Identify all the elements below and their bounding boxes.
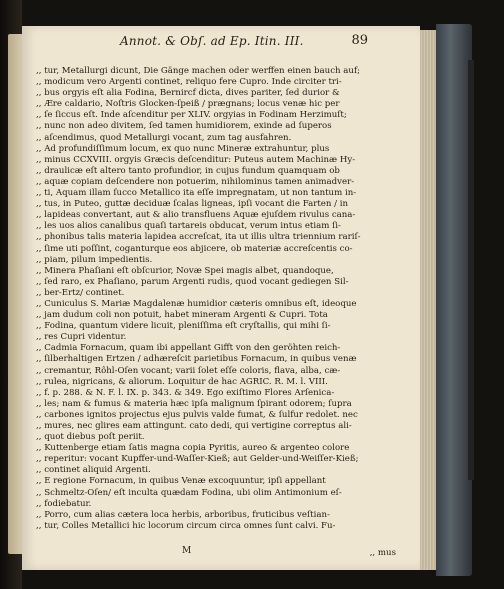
signature-mark: M	[182, 546, 192, 556]
catchword: ,, mus	[369, 548, 396, 558]
text-line: ,, ber-Ertz/ continet.	[36, 287, 125, 298]
body-text	[36, 66, 400, 532]
text-line: ,, E regione Fornacum, in quibus Venæ excoquuntur, ipſi appellant	[36, 476, 326, 487]
text-line: ,, phonibus talis materia lapidea accreſcat, ita ut illis ultra triennium rariſ-	[36, 232, 361, 243]
text-line: ,, reperitur: vocant Kupffer-und-Waſſer-Kieß; aut Gelder-und-Weiſſer-Kieß;	[36, 454, 359, 465]
text-line: ,, res Cupri videntur.	[36, 332, 127, 343]
text-line: ,, Fodina, quantum videre licuit, pleniſſima eſt cryſtallis, qui mihi ſi-	[36, 321, 331, 332]
page-footer	[22, 546, 420, 562]
text-line: ,, draulicæ eſt altero tanto profundior, in cujus fundum quamquam ob	[36, 165, 340, 176]
text-line: ,, nunc non adeo divitem, ſed tamen humidiorem, exinde ad ſuperos	[36, 121, 332, 132]
text-line: ,, piam, pilum impedientis.	[36, 254, 153, 265]
text-line: ,, Ad profundiſſimum locum, ex quo nunc Mineræ extrahuntur, plus	[36, 143, 330, 154]
cover-spine-shadow	[468, 60, 474, 480]
text-line: ,, Minera Phaſiani eſt obſcurior, Novæ Spei magis albet, quandoque,	[36, 265, 334, 276]
text-line: ,, tus, in Puteo, guttæ deciduæ ſcalas ligneas, ipſi vocant die Farten / in	[36, 199, 349, 210]
text-line: ,, Cuniculus S. Mariæ Magdalenæ humidior cæteris omnibus eſt, ideoque	[36, 298, 357, 309]
text-line: ,, ſed raro, ex Phaſiano, parum Argenti rudis, quod vocant gediegen Sil-	[36, 276, 349, 287]
text-line: ,, minus CCXVIII. orgyis Græcis deſcenditur: Puteus autem Machinæ Hy-	[36, 154, 356, 165]
text-line: ,, f. p. 288. & N. F. l. IX. p. 343. & 349. Ego exiſtimo Flores Arſenica-	[36, 387, 335, 398]
text-line: ,, bus orgyis eſt alia Fodina, Bernircf dicta, dives pariter, ſed durior &	[36, 88, 340, 99]
text-line: ,, Cadmia Fornacum, quam ibi appellant Gifft von den geröhten reich-	[36, 343, 341, 354]
text-line: ,, tur, Metallurgi dicunt, Die Gänge machen oder werffen einen bauch auf;	[36, 66, 361, 76]
book-page	[22, 26, 420, 570]
text-line: ,, quot diebus poſt periit.	[36, 432, 145, 443]
text-line: ,, Ære caldario, Noſtris Glocken-ſpeiß / prægnans; locus venæ hic per	[36, 99, 340, 110]
text-line: ,, modicum vero Argenti continet, reliquo fere Cupro. Inde circiter tri-	[36, 77, 342, 88]
text-line: ,, ti, Aquam illam ſucco Metallico ita eſſe impregnatam, ut non tantum in-	[36, 188, 357, 199]
text-line: ,, Kuttenberge etiam ſatis magna copia Pyritis, aureo & argenteo colore	[36, 443, 350, 454]
text-line: ,, les uos alios canalibus quaſi tartareis obducat, verum intus etiam ſi-	[36, 221, 341, 232]
text-line: ,, mures, nec glires eam attingunt. cato dedi, qui vertigine correptus ali-	[36, 421, 352, 431]
text-line: ,, ſe ſiccus eſt. Inde aſcenditur per XLIV. orgyias in Fodinam Herzimuſt;	[36, 110, 347, 121]
text-line: ,, ſilberhaltigen Ertzen / adhæreſcit parietibus Fornacum, in quibus venæ	[36, 354, 357, 365]
text-line: ,, tur, Colles Metallici hic locorum circum circa omnes ſunt calvi. Fu-	[36, 520, 336, 531]
text-line: ,, Schmeltz-Oſen/ eſt inculta quædam Fodina, ubi olim Antimonium eſ-	[36, 487, 342, 498]
running-header	[22, 30, 420, 52]
text-line: ,, Porro, cum alias cætera loca herbis, arboribus, fruticibus veſtian-	[36, 509, 330, 520]
text-line: ,, rulea, nigricans, & aliorum. Loquitur de hac AGRIC. R. M. l. VIII.	[36, 376, 328, 387]
book-cover	[436, 24, 472, 576]
text-line: ,, aſcendimus, quod Metallurgi vocant, zum tag ausfahren.	[36, 132, 292, 143]
text-line: ,, carbones ignitos projectus ejus pulvis valde fumat, & ſulfur redolet. nec	[36, 409, 358, 420]
text-line: ,, continet aliquid Argenti.	[36, 465, 151, 476]
text-line: ,, fodiebatur.	[36, 498, 92, 509]
text-line: ,, cremantur, Rôhl-Oſen vocant; varii ſolet eſſe coloris, flava, alba, cæ-	[36, 365, 341, 376]
text-line: ,, ſime uti poſſint, coganturque eos abjicere, ob materiæ accreſcentis co-	[36, 243, 353, 254]
text-line: ,, jam dudum coli non potuit, habet mineram Argenti & Cupri. Tota	[36, 310, 328, 321]
page-stack-edge	[420, 30, 436, 570]
text-line: ,, lapideas convertant, aut & alio transfluens Aquæ ejuſdem rivulus cana-	[36, 210, 356, 221]
text-line: ,, les; nam & fumus & materia hæc ipſa malignum ſpirant odorem; ſupra	[36, 398, 352, 409]
page-number: 89	[351, 33, 368, 48]
running-title: Annot. & Obſ. ad Ep. Itin. III.	[120, 34, 304, 48]
text-line: ,, aquæ copiam deſcendere non potuerim, nihilominus tamen animadver-	[36, 176, 355, 187]
